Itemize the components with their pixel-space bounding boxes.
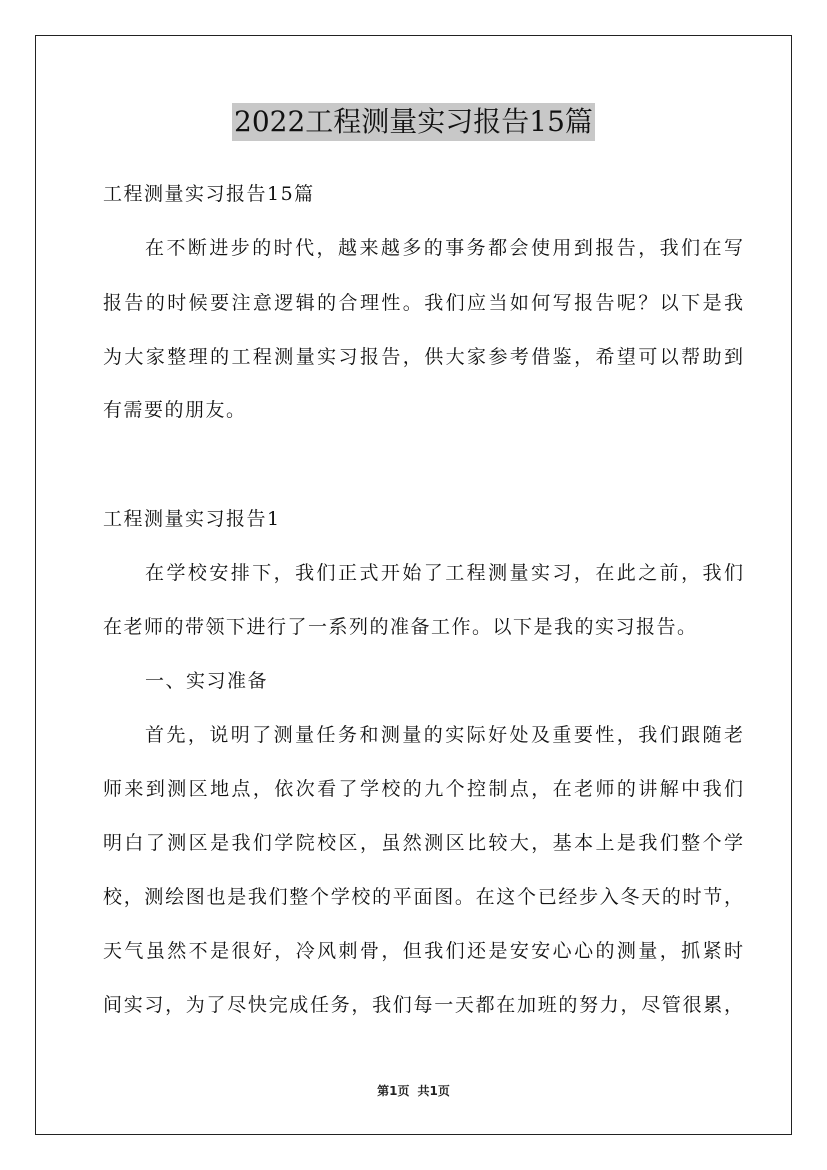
subheading: 一、实习准备 (145, 670, 269, 692)
document-subtitle: 工程测量实习报告15篇 (103, 183, 315, 205)
document-title (0, 103, 827, 141)
section-para2-line-5: 天气虽然不是很好，冷风刺骨，但我们还是安安心心的测量，抓紧时 (103, 940, 743, 962)
intro-line-2: 报告的时候要注意逻辑的合理性。我们应当如何写报告呢？以下是我 (103, 292, 743, 314)
intro-line-1: 在不断进步的时代，越来越多的事务都会使用到报告，我们在写 (145, 237, 743, 259)
section-para1-line-1: 在学校安排下，我们正式开始了工程测量实习，在此之前，我们 (145, 562, 743, 584)
section-para2-line-2: 师来到测区地点，依次看了学校的九个控制点，在老师的讲解中我们 (103, 778, 743, 800)
section-para2-line-6: 间实习，为了尽快完成任务，我们每一天都在加班的努力，尽管很累， (103, 994, 743, 1016)
section-para2-line-1: 首先，说明了测量任务和测量的实际好处及重要性，我们跟随老 (145, 724, 743, 746)
intro-line-3: 为大家整理的工程测量实习报告，供大家参考借鉴，希望可以帮助到 (103, 346, 743, 368)
section-heading: 工程测量实习报告1 (103, 508, 281, 530)
section-para2-line-3: 明白了测区是我们学院校区，虽然测区比较大，基本上是我们整个学 (103, 832, 743, 854)
section-para1-line-2: 在老师的带领下进行了一系列的准备工作。以下是我的实习报告。 (103, 616, 698, 638)
document-title-text: 2022工程测量实习报告15篇 (232, 103, 595, 141)
section-para2-line-4: 校，测绘图也是我们整个学校的平面图。在这个已经步入冬天的时节， (103, 886, 743, 908)
intro-line-4: 有需要的朋友。 (103, 399, 247, 421)
page-total: 共1页 (417, 1084, 450, 1098)
page-number: 第1页 (377, 1084, 410, 1098)
page-footer (0, 1082, 827, 1099)
